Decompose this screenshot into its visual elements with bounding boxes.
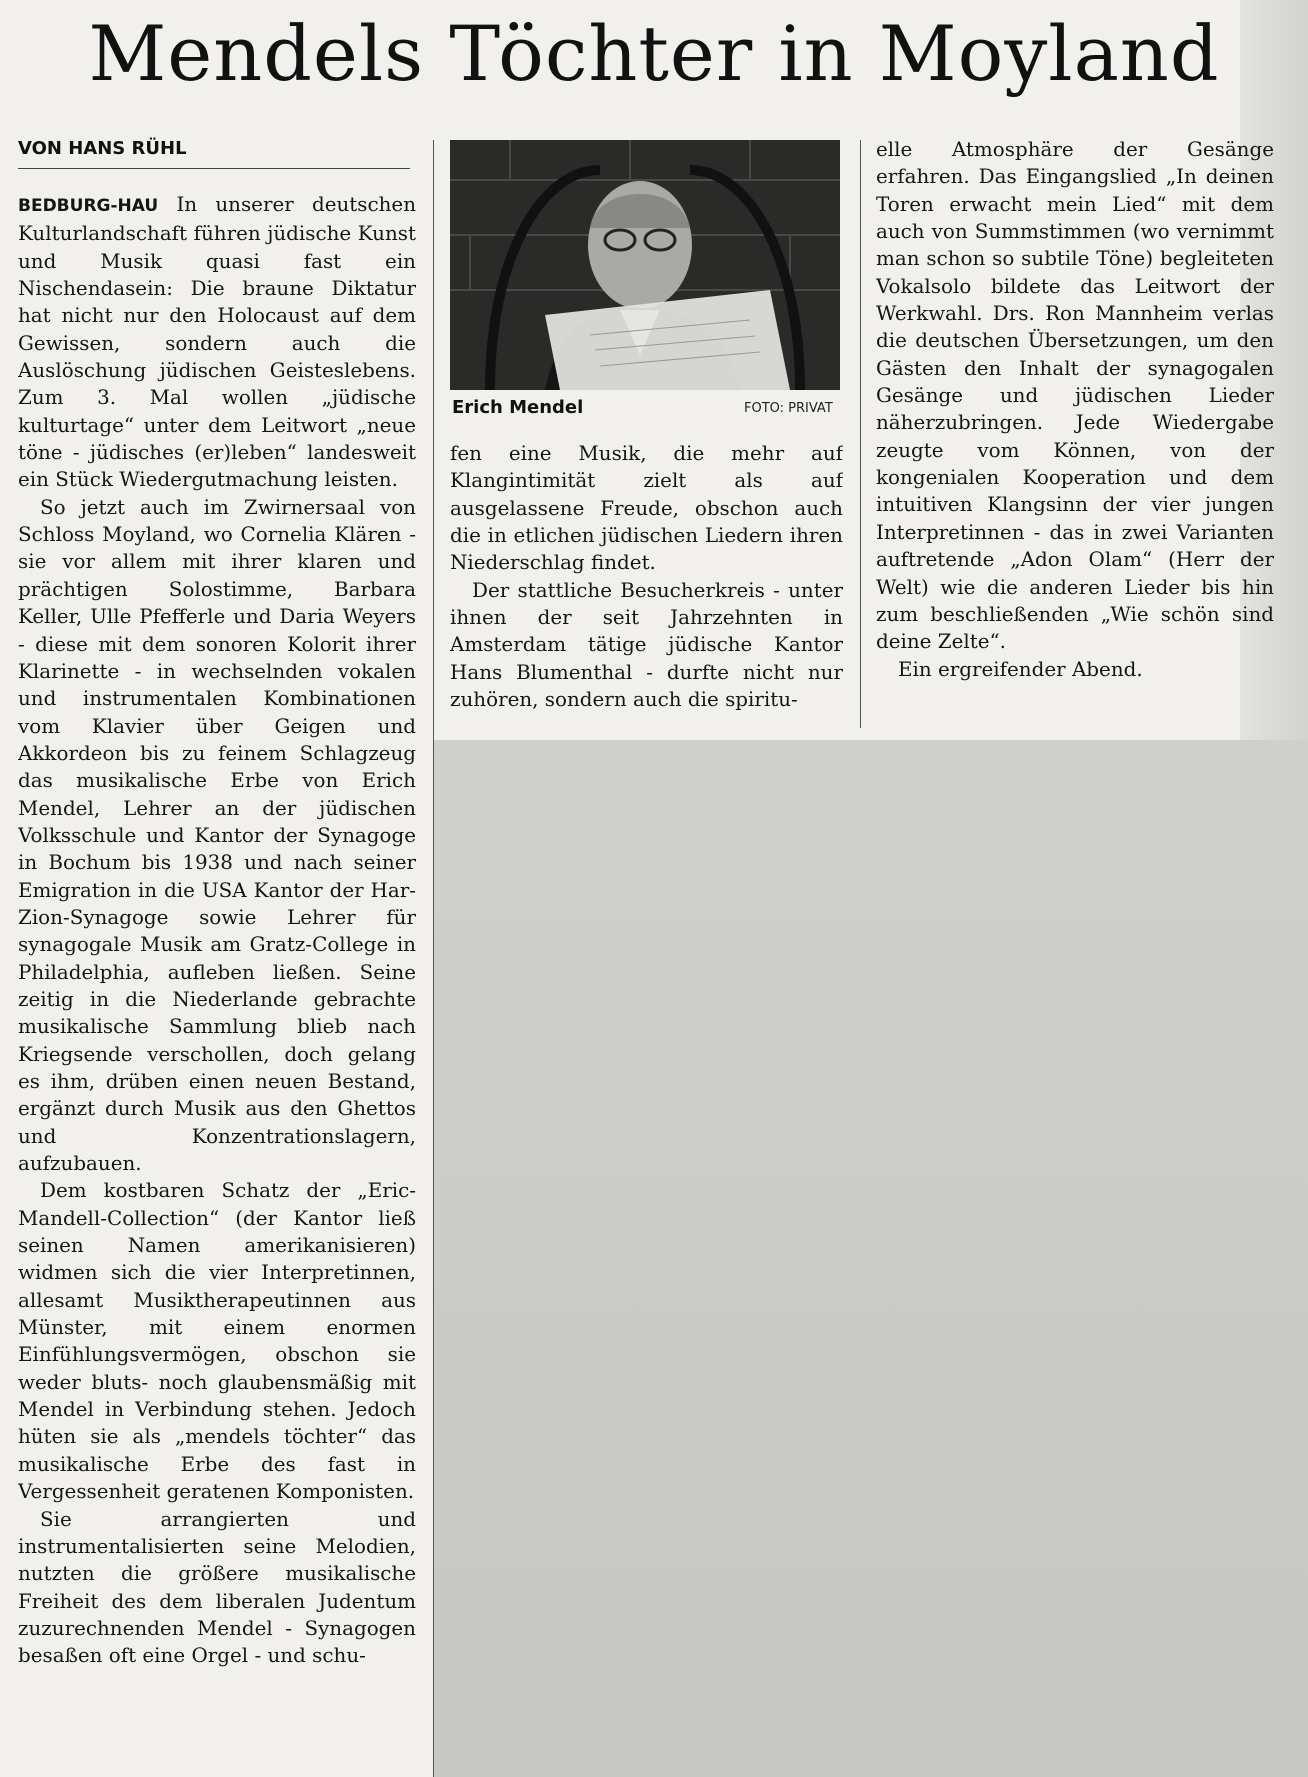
- paragraph: Der stattliche Besucherkreis - unter ihnen der seit Jahrzehnten in Amsterdam tätige jüdische Kantor Hans Blumenthal - durfte nicht nur zuhören, sondern auch die spiritu-: [450, 578, 843, 712]
- paragraph-text: In unserer deutschen Kulturlandschaft führen jüdische Kunst und Musik quasi fast ein Nischendasein: Die braune Diktatur hat nicht nur den Holocaust auf dem Gewissen, sondern auch die Auslöschung jüdischen Geisteslebens. Zum 3. Mal wollen „jüdische kulturtage“ unter dem Leitwort „neue töne - jüdisches (er)leben“ landesweit ein Stück Wiedergutmachung leisten.: [18, 193, 416, 492]
- column-divider-1: [433, 140, 434, 1777]
- article-column-2: [450, 0, 843, 1777]
- paragraph: So jetzt auch im Zwirnersaal von Schloss Moyland, wo Cornelia Klären - sie vor allem mit ihrer klaren und prächtigen Solostimme, Barbara Keller, Ulle Pfefferle und Daria Weyers - diese mit dem sonoren Kolorit ihrer Klarinette - in wechselnden vokalen und instrumentalen Kombinationen vom Klavier über Geigen und Akkordeon bis zu feinem Schlagzeug das musikalische Erbe von Erich Mendel, Lehrer an der jüdischen Volksschule und Kantor der Synagoge in Bochum bis 1938 und nach seiner Emigration in die USA Kantor der Har-Zion-Synagoge sowie Lehrer für synagogale Musik am Gratz-College in Philadelphia, aufleben ließen. Seine zeitig in die Niederlande gebrachte musikalische Sammlung blieb nach Kriegsende verschollen, doch gelang es ihm, drüben einen neuen Bestand, ergänzt durch Musik aus den Ghettos und Konzentrationslagern, aufzubauen.: [18, 495, 416, 1176]
- dateline: BEDBURG-HAU: [18, 196, 159, 216]
- column-1-text: [18, 191, 416, 1670]
- paragraph: Dem kostbaren Schatz der „Eric-Mandell-Collection“ (der Kantor ließ seinen Namen amerikanisieren) widmen sich die vier Interpretinnen, allesamt Musiktherapeutinnen aus Münster, mit einem enormen Einfühlungsvermögen, obschon sie weder bluts- noch glaubensmäßig mit Mendel in Verbindung stehen. Jedoch hüten sie als „mendels töchter“ das musikalische Erbe des fast in Vergessenheit geratenen Komponisten.: [18, 1179, 416, 1504]
- paragraph: [18, 191, 416, 494]
- byline: VON HANS RÜHL: [18, 138, 187, 159]
- headline: Mendels Töchter in Moyland: [88, 9, 1220, 98]
- paragraph: Ein ergreifender Abend.: [898, 657, 1143, 681]
- photo-caption: Erich Mendel: [452, 397, 584, 418]
- photo-credit: FOTO: PRIVAT: [744, 401, 833, 416]
- column-divider-2: [860, 140, 861, 728]
- article-column-3: [876, 0, 1274, 1777]
- paragraph: Sie arrangierten und instrumentalisierten seine Melodien, nutzten die größere musikalische Freiheit des dem liberalen Judentum zuzurechnenden Mendel - Synagogen besaßen oft eine Orgel - und schu-: [18, 1507, 416, 1668]
- paragraph: elle Atmosphäre der Gesänge erfahren. Das Eingangslied „In deinen Toren erwacht mein Lied“ mit dem auch von Summstimmen (wo vernimmt man schon so subtile Töne) begleiteten Vokalsolo bildete das Leitwort der Werkwahl. Drs. Ron Mannheim verlas die deutschen Übersetzungen, um den Gästen den Inhalt der synagogalen Gesänge und jüdischen Lieder näherzubringen. Jede Wiedergabe zeugte vom Können, von der kongenialen Kooperation und dem intuitiven Klangsinn der vier jungen Interpretinnen - das in zwei Varianten auftretende „Adon Olam“ (Herr der Welt) wie die anderen Lieder bis hin zum beschließenden „Wie schön sind deine Zelte“.: [876, 138, 1274, 654]
- paragraph: fen eine Musik, die mehr auf Klangintimität zielt als auf ausgelassene Freude, obschon auch die in etlichen jüdischen Liedern ihren Niederschlag findet.: [450, 442, 843, 575]
- column-2-text: [450, 440, 843, 713]
- article-column-1: [18, 0, 416, 1777]
- column-3-text: [876, 136, 1274, 683]
